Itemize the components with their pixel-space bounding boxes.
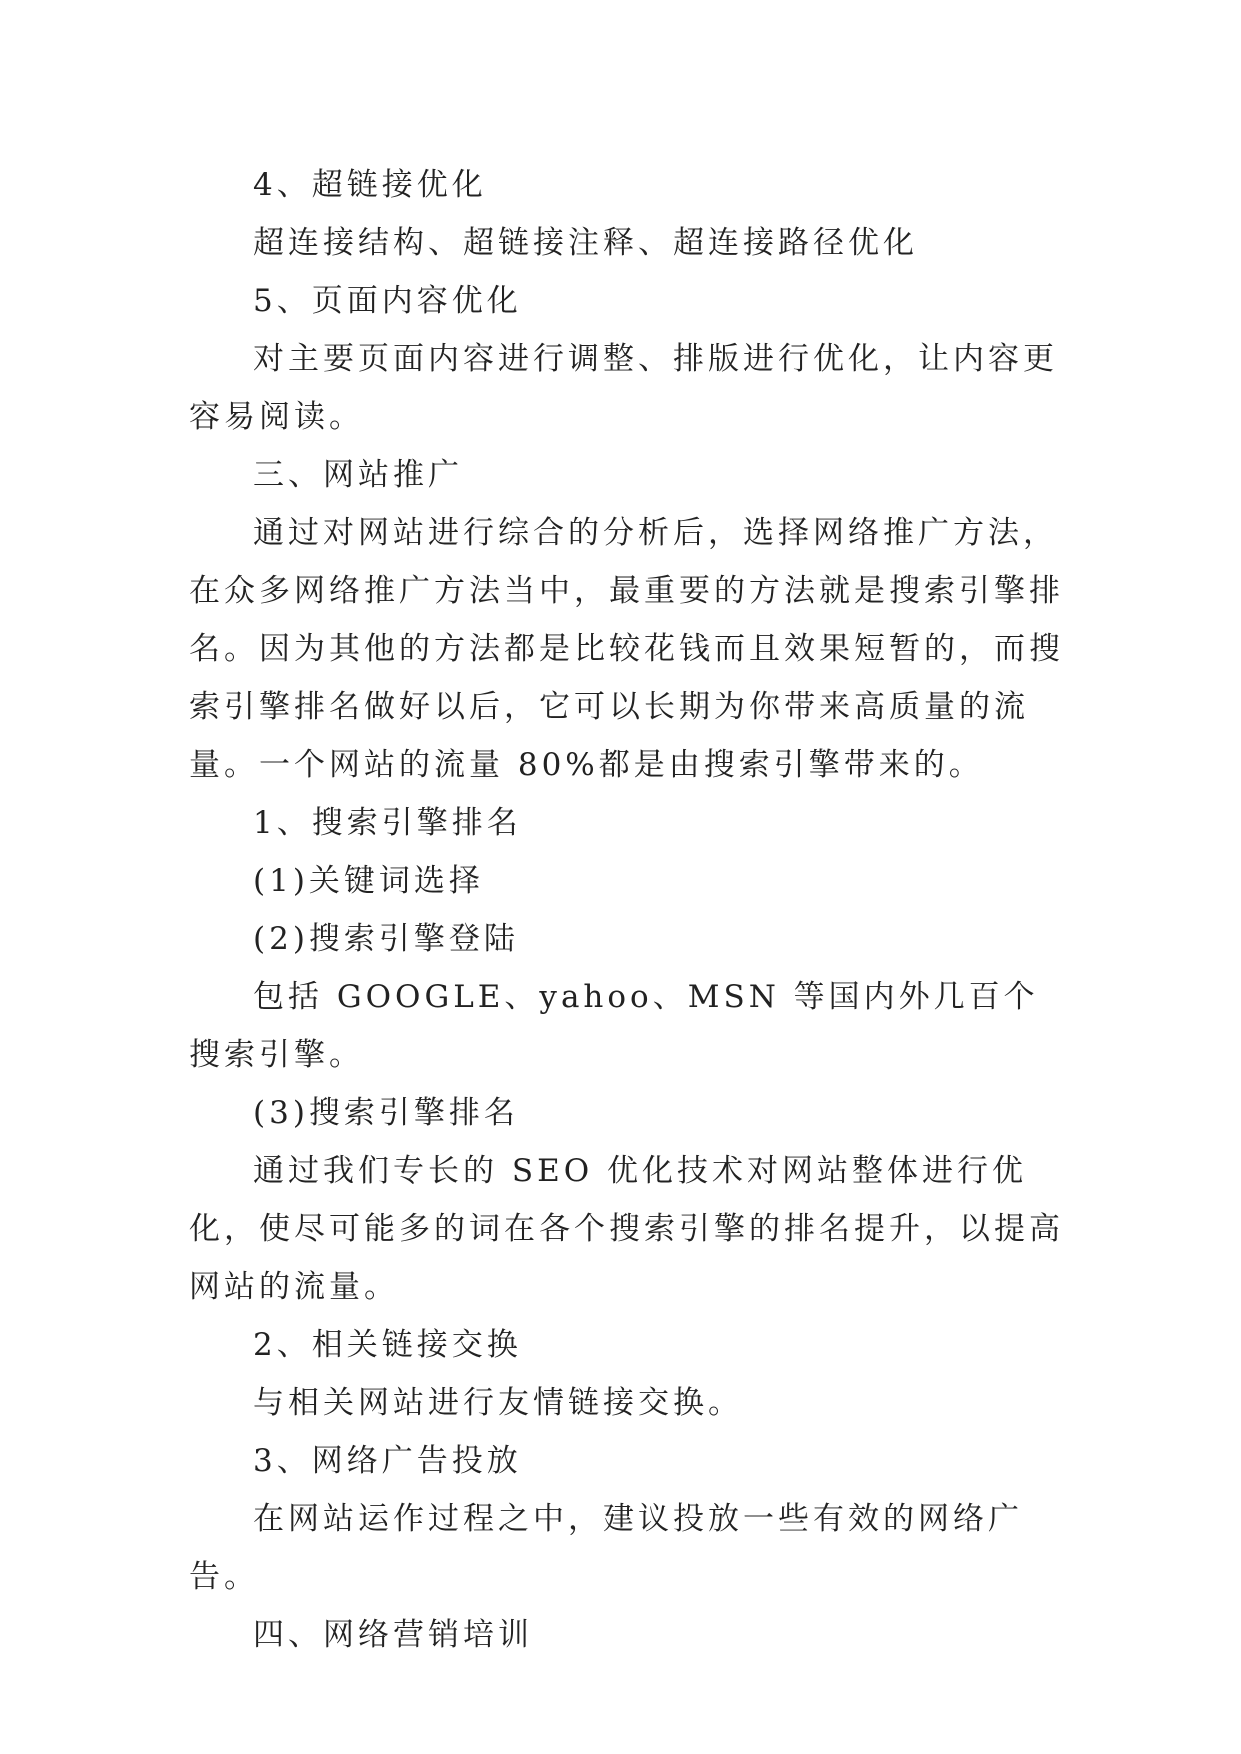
- subheading-keyword-selection: (1)关键词选择: [253, 863, 484, 899]
- paragraph-hyperlink-details: 超连接结构、超链接注释、超连接路径优化: [253, 225, 918, 261]
- heading-page-content-optimization: 5、页面内容优化: [253, 283, 522, 319]
- section-heading-marketing-training: 四、网络营销培训: [253, 1617, 533, 1653]
- paragraph-search-engines-included: 包括 GOOGLE、yahoo、MSN 等国内外几百个搜索引擎。: [189, 979, 1039, 1073]
- paragraph-page-content-details: 对主要页面内容进行调整、排版进行优化，让内容更容易阅读。: [189, 341, 1058, 435]
- heading-link-exchange: 2、相关链接交换: [253, 1327, 522, 1363]
- heading-search-engine-ranking: 1、搜索引擎排名: [253, 805, 522, 841]
- heading-online-advertising: 3、网络广告投放: [253, 1443, 522, 1479]
- paragraph-link-exchange: 与相关网站进行友情链接交换。: [253, 1385, 743, 1421]
- document-body: [189, 156, 1069, 1664]
- paragraph-promotion-overview: 通过对网站进行综合的分析后，选择网络推广方法，在众多网络推广方法当中，最重要的方法就是搜索引擎排名。因为其他的方法都是比较花钱而且效果短暂的，而搜索引擎排名做好以后，它可以长期为你带来高质量的流量。一个网站的流量 80%都是由搜索引擎带来的。: [189, 515, 1064, 783]
- subheading-search-engine-ranking: (3)搜索引擎排名: [253, 1095, 519, 1131]
- heading-hyperlink-optimization: 4、超链接优化: [253, 167, 487, 203]
- section-heading-website-promotion: 三、网站推广: [253, 457, 463, 493]
- paragraph-seo-optimization: 通过我们专长的 SEO 优化技术对网站整体进行优化，使尽可能多的词在各个搜索引擎的排名提升，以提高网站的流量。: [189, 1153, 1064, 1305]
- paragraph-online-advertising: 在网站运作过程之中，建议投放一些有效的网络广告。: [189, 1501, 1023, 1595]
- subheading-search-engine-submission: (2)搜索引擎登陆: [253, 921, 519, 957]
